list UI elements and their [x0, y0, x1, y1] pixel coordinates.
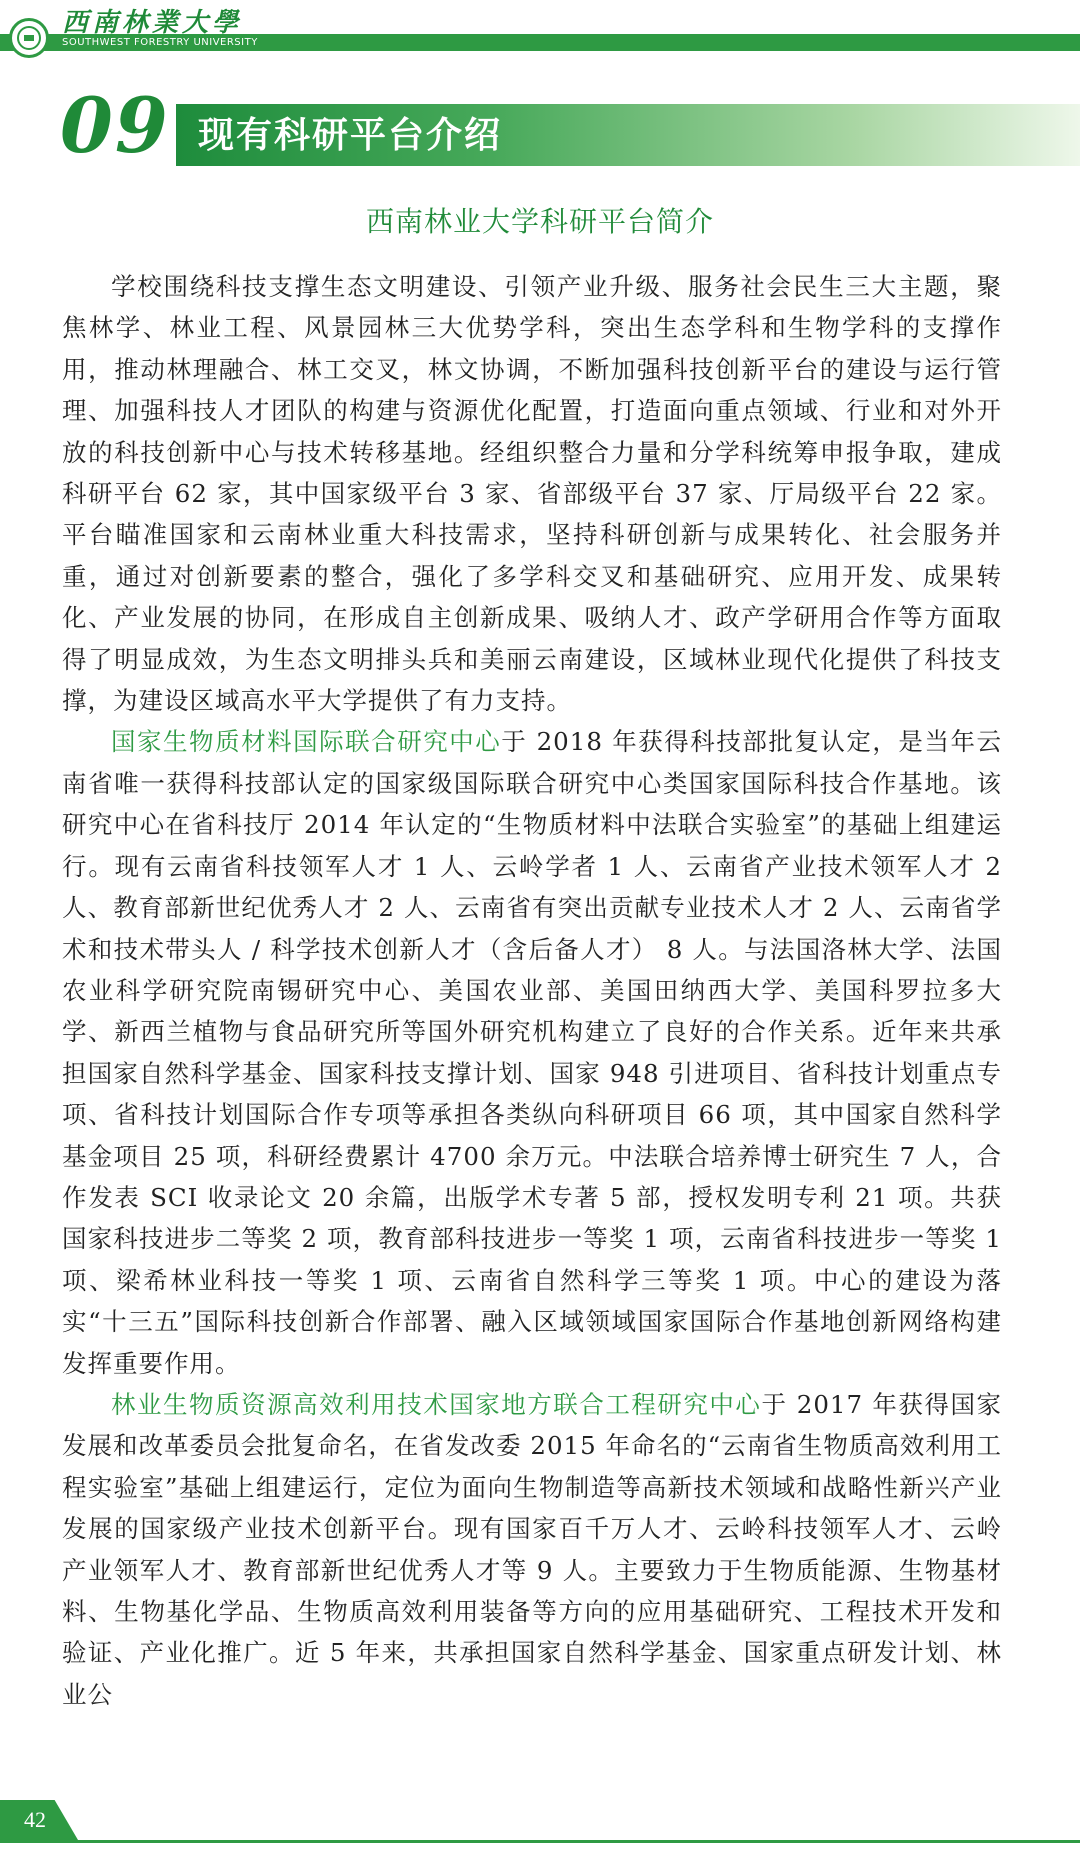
center-name-highlight: 林业生物质资源高效利用技术国家地方联合工程研究中心 [111, 1389, 762, 1419]
paragraph-text: 于 2017 年获得国家发展和改革委员会批复命名，在省发改委 2015 年命名的“云南省生物质高效利用工程实验室”基础上组建运行，定位为面向生物制造等高新技术领域和战略性新兴产业发展的国家级产业技术创新平台。现有国家百千万人才、云岭科技领军人才、云岭产业领军人才、教育部新世纪优秀人才等 9 人。主要致力于生物质能源、生物基材料、生物基化学品、生物质高效利用装备等方向的应用基础研究、工程技术开发和验证、产业化推广。近 5 年来，共承担国家自然科学基金、国家重点研发计划、林业公 [62, 1389, 1002, 1709]
center-name-highlight: 国家生物质材料国际联合研究中心 [111, 727, 502, 757]
article-body [62, 266, 1002, 1715]
section-number: 09 [60, 81, 170, 170]
article-subtitle: 西南林业大学科研平台简介 [365, 205, 714, 238]
university-name: 西南林業大學 [62, 8, 243, 38]
paragraph-text: 于 2018 年获得科技部批复认定，是当年云南省唯一获得科技部认定的国家级国际联合研究中心类国家国际科技合作基地。该研究中心在省科技厅 2014 年认定的“生物质材料中法联合实验室”的基础上组建运行。现有云南省科技领军人才 1 人、云岭学者 1 人、云南省产业技术领军人才 2 人、教育部新世纪优秀人才 2 人、云南省有突出贡献专业技术人才 2 人、云南省学术和技术带头人 / 科学技术创新人才（含后备人才） 8 人。与法国洛林大学、法国农业科学研究院南锡研究中心、美国农业部、美国田纳西大学、美国科罗拉多大学、新西兰植物与食品研究所等国外研究机构建立了良好的合作关系。近年来共承担国家自然科学基金、国家科技支撑计划、国家 948 引进项目、省科技计划重点专项、省科技计划国际合作专项等承担各类纵向科研项目 66 项，其中国家自然科学基金项目 25 项，科研经费累计 4700 余万元。中法联合培养博士研究生 7 人，合作发表 SCI 收录论文 20 余篇，出版学术专著 5 部，授权发明专利 21 项。共获国家科技进步二等奖 2 项，教育部科技进步一等奖 1 项，云南省科技进步一等奖 1 项、梁希林业科技一等奖 1 项、云南省自然科学三等奖 1 项。中心的建设为落实“十三五”国际科技创新合作部署、融入区域领域国家国际合作基地创新网络构建发挥重要作用。 [62, 727, 1002, 1378]
footer-rule [0, 1840, 1080, 1843]
section-title: 现有科研平台介绍 [198, 114, 503, 156]
paragraph-overview: 学校围绕科技支撑生态文明建设、引领产业升级、服务社会民生三大主题，聚焦林学、林业工程、风景园林三大优势学科，突出生态学科和生物学科的支撑作用，推动林理融合、林工交叉，林文协调，不断加强科技创新平台的建设与运行管理、加强科技人才团队的构建与资源优化配置，打造面向重点领域、行业和对外开放的科技创新中心与技术转移基地。经组织整合力量和分学科统筹申报争取，建成科研平台 62 家，其中国家级平台 3 家、省部级平台 37 家、厅局级平台 22 家。平台瞄准国家和云南林业重大科技需求，坚持科研创新与成果转化、社会服务并重，通过对创新要素的整合，强化了多学科交叉和基础研究、应用开发、成果转化、产业发展的协同，在形成自主创新成果、吸纳人才、政产学研用合作等方面取得了明显成效，为生态文明排头兵和美丽云南建设，区域林业现代化提供了科技支撑，为建设区域高水平大学提供了有力支持。 [62, 272, 1002, 716]
university-name-english: SOUTHWEST FORESTRY UNIVERSITY [62, 37, 258, 48]
university-seal-icon [9, 18, 49, 58]
paragraph-biomass-center [62, 721, 1002, 1384]
paragraph-engineering-center [62, 1384, 1002, 1715]
page-number: 42 [24, 1807, 46, 1832]
